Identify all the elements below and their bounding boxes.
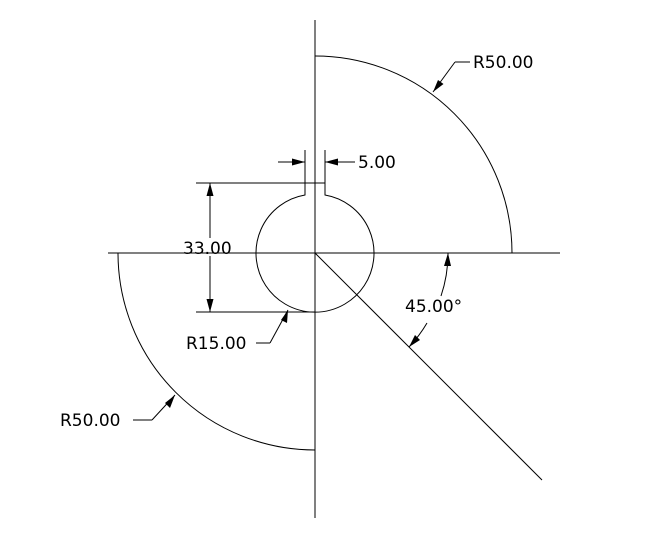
- keyway-arrow-left: [292, 159, 305, 166]
- upper-arc-radius-label: R50.00: [473, 53, 534, 73]
- upper-right-arc: [315, 56, 512, 253]
- keyway-arrow-right: [325, 159, 338, 166]
- lower-arc-radius-label: R50.00: [60, 411, 121, 431]
- keyway-width-label: 5.00: [358, 153, 396, 173]
- angle-label: 45.00°: [405, 297, 463, 317]
- lower-arc-radius-arrow: [165, 395, 175, 408]
- height-arrow-top: [207, 183, 214, 196]
- height-arrow-bottom: [207, 299, 214, 312]
- angle-line: [315, 253, 542, 480]
- upper-arc-radius-arrow: [433, 80, 444, 92]
- hole-radius-label: R15.00: [186, 334, 247, 354]
- height-label: 33.00: [183, 239, 232, 259]
- angle-arrow-top: [444, 253, 451, 266]
- angle-arrow-bottom: [409, 335, 420, 347]
